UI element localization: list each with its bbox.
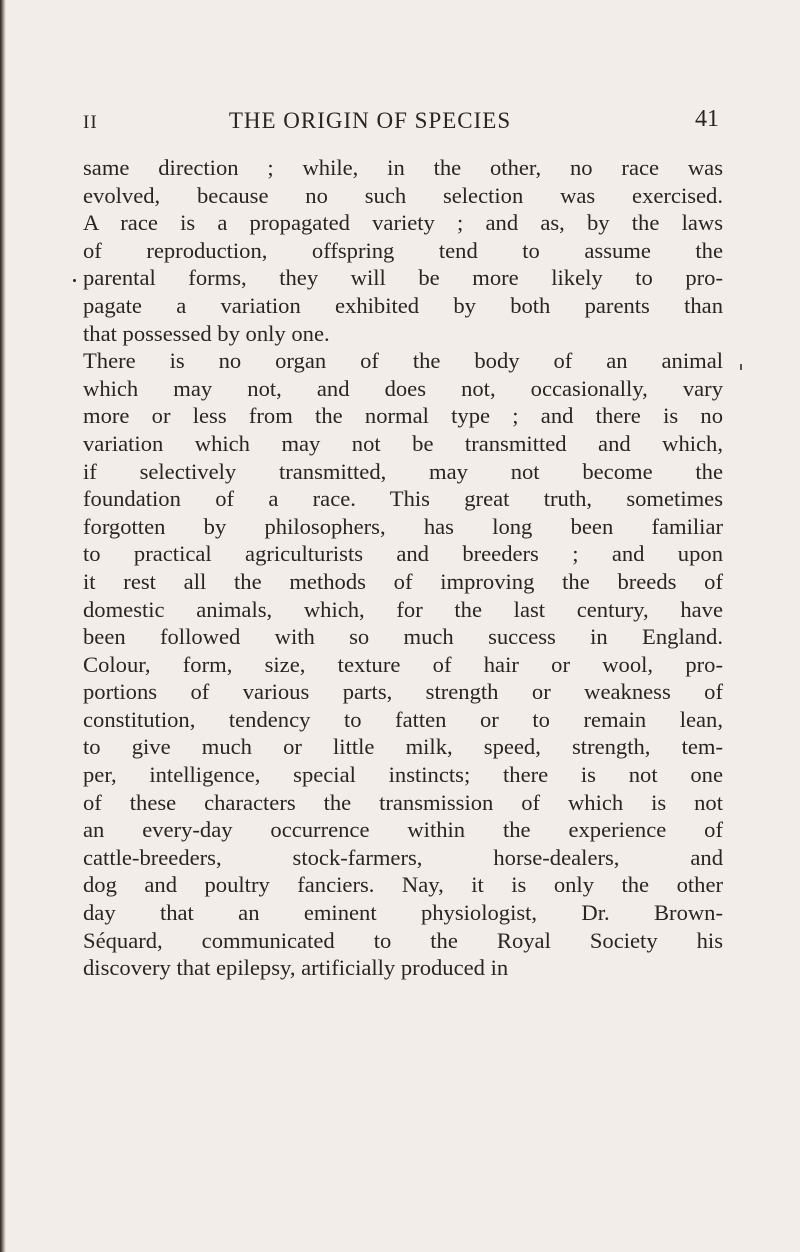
text-line: Colour, form, size, texture of hair or wool, pro- bbox=[83, 651, 723, 677]
text-line: if selectively transmitted, may not become the bbox=[83, 458, 723, 484]
body-text bbox=[83, 154, 723, 982]
text-line: more or less from the normal type ; and there is no bbox=[83, 403, 723, 429]
text-line: foundation of a race. This great truth, sometimes bbox=[83, 486, 723, 512]
text-line: per, intelligence, special instincts; there is not one bbox=[83, 762, 723, 788]
text-line: it rest all the methods of improving the breeds of bbox=[83, 568, 723, 594]
running-head bbox=[0, 108, 800, 138]
text-line: variation which may not be transmitted and which, bbox=[83, 430, 723, 456]
text-line: that possessed by only one. bbox=[83, 320, 330, 346]
text-line: parental forms, they will be more likely to pro- bbox=[83, 265, 723, 291]
text-line: which may not, and does not, occasionally, vary bbox=[83, 375, 723, 401]
text-line: evolved, because no such selection was exercised. bbox=[83, 182, 723, 208]
text-line: to practical agriculturists and breeders ; and upon bbox=[83, 541, 723, 567]
text-line: domestic animals, which, for the last century, have bbox=[83, 596, 723, 622]
text-line: There is no organ of the body of an animal bbox=[83, 348, 723, 374]
text-line: an every-day occurrence within the experience of bbox=[83, 817, 723, 843]
text-line: to give much or little milk, speed, strength, tem- bbox=[83, 734, 723, 760]
text-line: Séquard, communicated to the Royal Society his bbox=[83, 927, 723, 953]
text-line: been followed with so much success in England. bbox=[83, 624, 723, 650]
text-line: portions of various parts, strength or weakness of bbox=[83, 679, 723, 705]
text-line: forgotten by philosophers, has long been familiar bbox=[83, 513, 723, 539]
running-title: THE ORIGIN OF SPECIES bbox=[228, 108, 512, 133]
text-line: discovery that epilepsy, artificially produced in bbox=[83, 955, 509, 981]
text-line: of these characters the transmission of which is not bbox=[83, 789, 723, 815]
text-line: cattle-breeders, stock-farmers, horse-dealers, and bbox=[83, 844, 723, 870]
chapter-number: II bbox=[83, 112, 98, 133]
text-line: dog and poultry fanciers. Nay, it is only the other bbox=[83, 872, 723, 898]
text-line: of reproduction, offspring tend to assume the bbox=[83, 237, 723, 263]
text-line: A race is a propagated variety ; and as, by the laws bbox=[83, 210, 723, 236]
text-line: pagate a variation exhibited by both parents than bbox=[83, 292, 723, 318]
page-binding-edge bbox=[0, 0, 6, 1252]
text-line: same direction ; while, in the other, no race was bbox=[83, 155, 723, 180]
text-line: constitution, tendency to fatten or to remain lean, bbox=[83, 706, 723, 732]
page-number: 41 bbox=[695, 106, 719, 132]
margin-dot bbox=[73, 279, 76, 282]
margin-mark bbox=[740, 364, 742, 370]
text-line: day that an eminent physiologist, Dr. Brown- bbox=[83, 900, 723, 926]
